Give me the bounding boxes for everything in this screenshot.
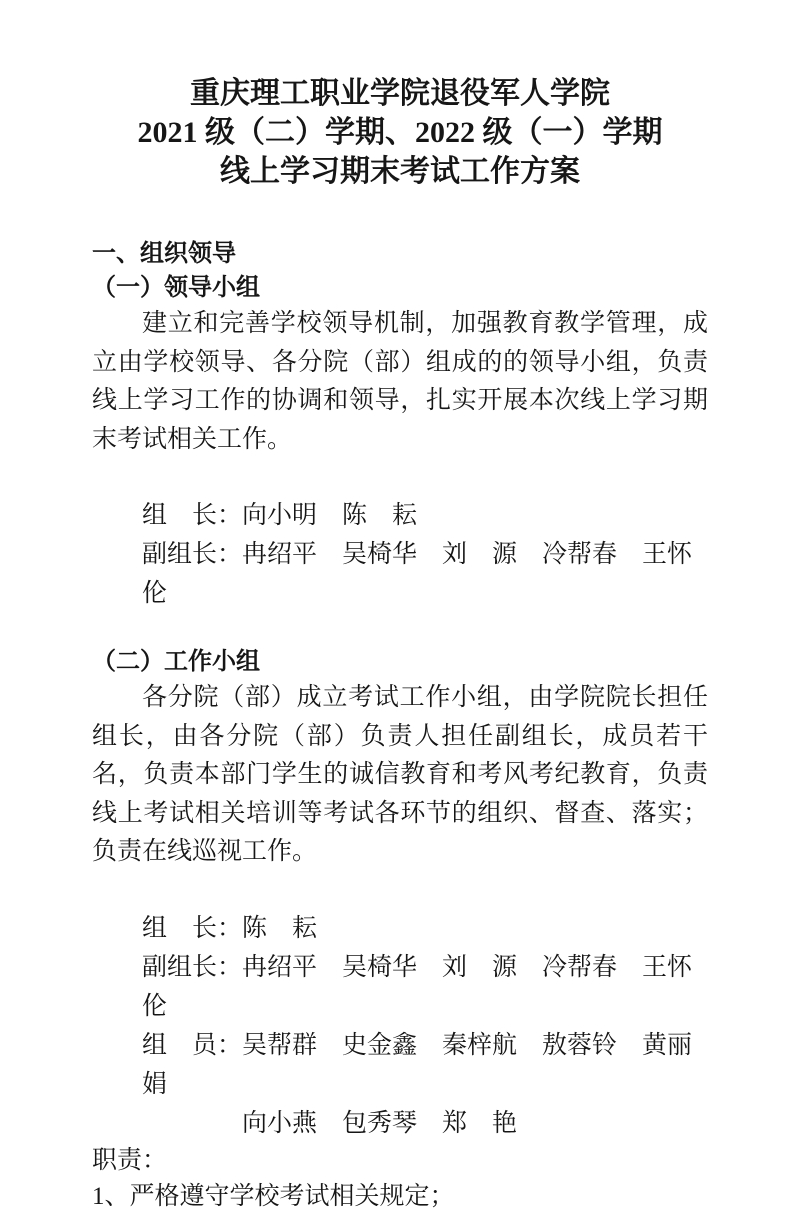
leadership-leader-line: 组 长：向小明 陈 耘 bbox=[142, 502, 418, 529]
work-group-deputy-line: 副组长：冉绍平 吴椅华 刘 源 冷帮春 王怀伦 bbox=[142, 953, 693, 1020]
doc-title-line-2: 2021 级（二）学期、2022 级（一）学期 bbox=[137, 116, 663, 149]
doc-title-line-1: 重庆理工职业学院退役军人学院 bbox=[190, 77, 610, 110]
work-group-subheading: （二）工作小组 bbox=[92, 649, 260, 675]
work-group-leader-line: 组 长：陈 耘 bbox=[142, 914, 318, 942]
leadership-group-subheading: （一）领导小组 bbox=[92, 275, 260, 301]
leadership-deputy-line: 副组长：冉绍平 吴椅华 刘 源 冷帮春 王怀伦 bbox=[142, 541, 693, 607]
doc-title bbox=[92, 74, 708, 191]
leadership-group-paragraph: 建立和完善学校领导机制，加强教育教学管理，成立由学校领导、各分院（部）组成的的领导小组，负责线上学习工作的协调和领导，扎实开展本次线上学习期末考试相关工作。 bbox=[92, 310, 708, 453]
work-group-paragraph: 各分院（部）成立考试工作小组，由学院院长担任组长，由各分院（部）负责人担任副组长，成员若干名，负责本部门学生的诚信教育和考风考纪教育，负责线上考试相关培训等考试各环节的组织、督查、落实；负责在线巡视工作。 bbox=[92, 684, 708, 865]
duties-label: 职责： bbox=[92, 1146, 168, 1174]
duty-item-1: 1、严格遵守学校考试相关规定； bbox=[92, 1182, 455, 1210]
work-group-member-line-continued: 向小燕 包秀琴 郑 艳 bbox=[242, 1109, 518, 1137]
section-1-heading: 一、组织领导 bbox=[92, 240, 236, 267]
doc-title-line-3: 线上学习期末考试工作方案 bbox=[220, 155, 580, 188]
work-group-member-line: 组 员：吴帮群 史金鑫 秦梓航 敖蓉铃 黄丽娟 bbox=[142, 1031, 693, 1098]
